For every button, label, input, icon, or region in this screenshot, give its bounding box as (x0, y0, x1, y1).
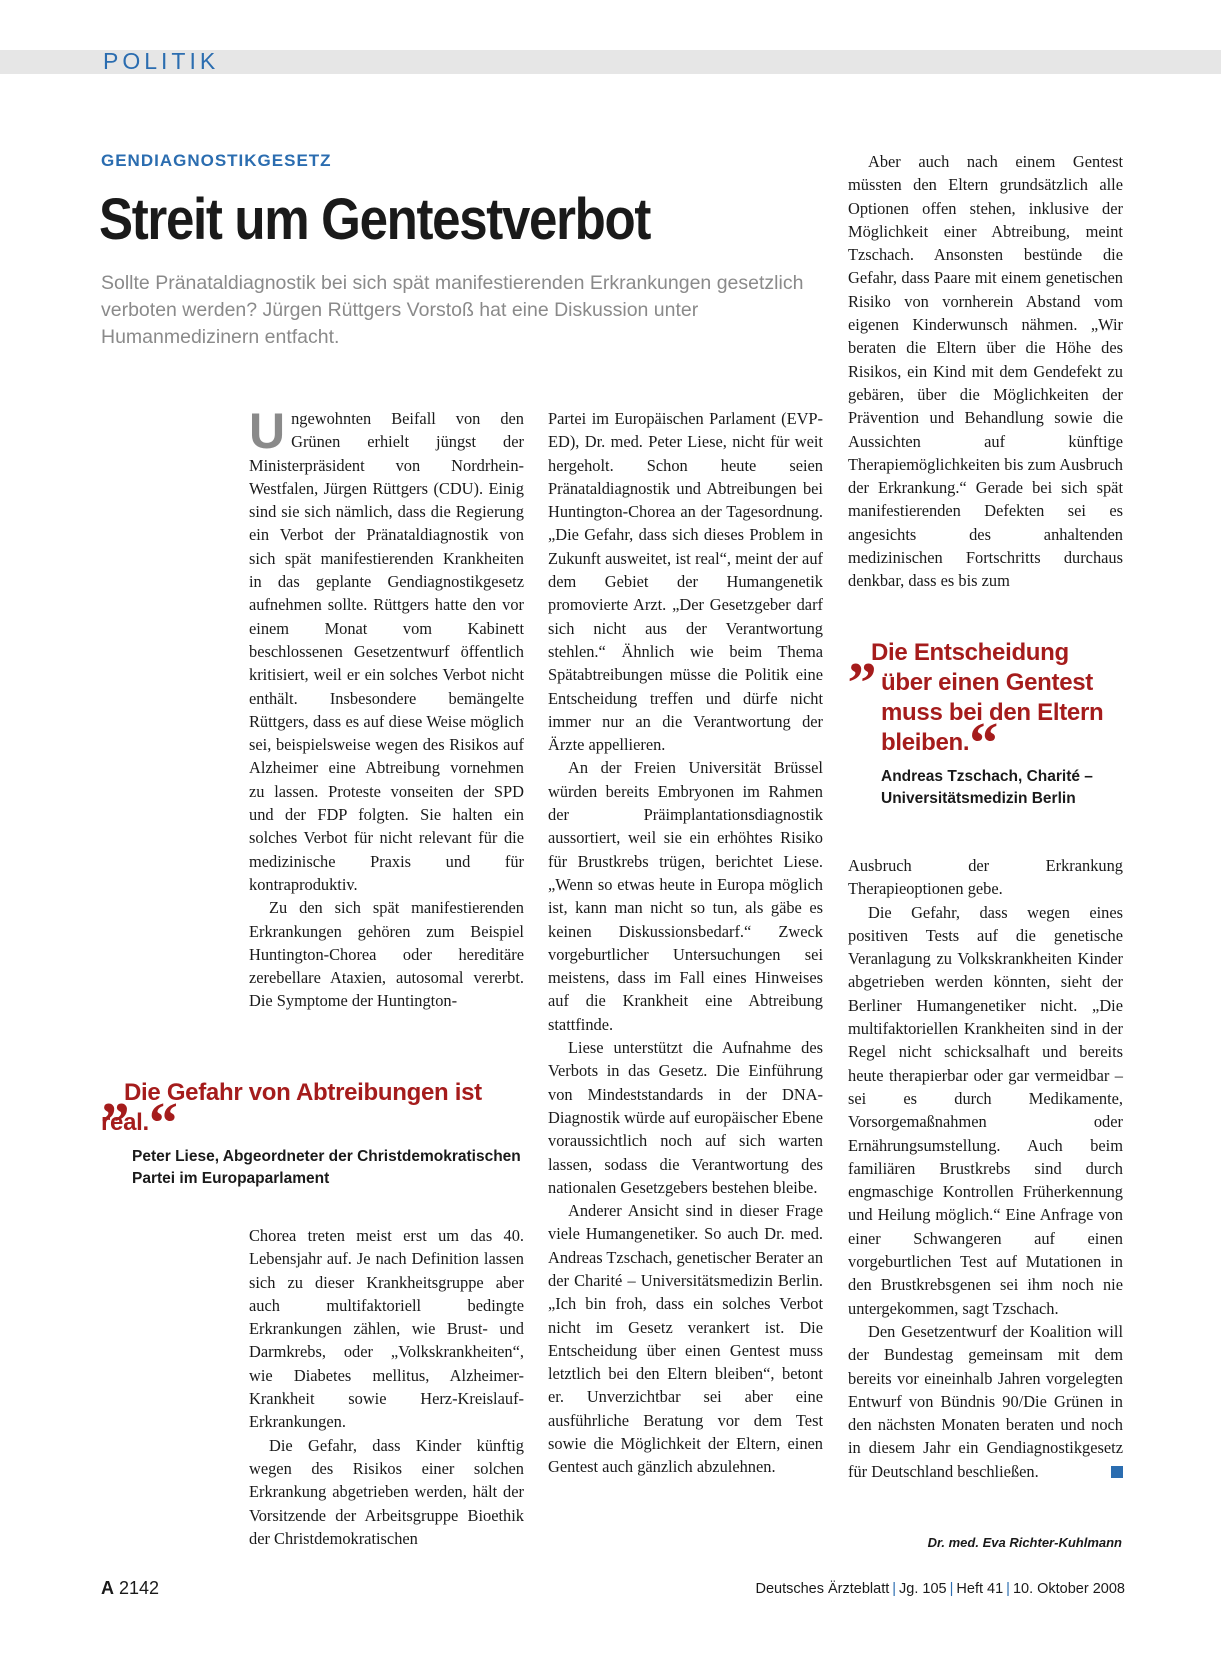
end-of-article-square (1111, 1466, 1123, 1478)
page-number: A 2142 (101, 1578, 160, 1598)
column-1-bottom (249, 1224, 524, 1550)
body-paragraph: Die Gefahr, dass Kinder künftig wegen des Risikos einer solchen Erkrankung abgetrieben werden, hält der Vorsitzende der Arbeitsgruppe Bioethik der Christdemokratischen (249, 1435, 524, 1548)
pull-quote-author: Andreas Tzschach, Charité – Universitätsmedizin Berlin (881, 768, 1093, 807)
lead-paragraph: Sollte Pränataldiagnostik bei sich spät manifestierenden Erkrankungen gesetzlich verboten werden? Jürgen Rüttgers Vorstoß hat eine Diskussion unter Humanmedizinern entfacht. (101, 272, 804, 348)
issue: Heft 41 (956, 1581, 1004, 1597)
body-paragraph: Anderer Ansicht sind in dieser Frage viele Humangenetiker. So auch Dr. med. Andreas Tzschach, genetischer Berater an der Charité – Universitätsmedizin Berlin. „Ich bin froh, dass ein solches Verbot nicht im Gesetz verankert ist. Die Entscheidung über einen Gentest muss letztlich bei den Eltern bleiben“, betont er. Unverzichtbar sei aber eine ausführliche Beratung vor dem Test sowie die Möglichkeit der Eltern, einen Gentest auch gänzlich abzulehnen. (548, 1201, 824, 1477)
closing-quote-mark: “ (969, 710, 993, 775)
column-1-top (249, 403, 524, 1013)
journal-name: Deutsches Ärzteblatt (755, 1581, 890, 1597)
pull-quote-liese (101, 1060, 531, 1190)
drop-cap: U (249, 403, 286, 459)
section-label: POLITIK (103, 48, 220, 74)
footer-separator: | (949, 1581, 954, 1597)
body-paragraph: Chorea treten meist erst um das 40. Lebensjahr auf. Je nach Definition lassen sich zu dieser Krankheitsgruppe aber auch multifaktoriell bedingte Erkrankungen zählen, wie Brust- und Darmkrebs, oder „Volkskrankheiten“, wie Diabetes mellitus, Alzheimer-Krankheit sowie Herz-Kreislauf-Erkrankungen. (249, 1226, 524, 1432)
pull-quote-author: Peter Liese, Abgeordneter der Christdemokratischen Partei im Europaparlament (132, 1148, 521, 1187)
pull-quote-tzschach (848, 620, 1123, 810)
body-paragraph: Ungewohnten Beifall von den Grünen erhielt jüngst der Ministerpräsident von Nordrhein-Westfalen, Jürgen Rüttgers (CDU). Einig sind sie sich nämlich, dass die Regierung ein Verbot der Pränataldiagnostik von sich spät manifestierenden Krankheiten in das geplante Gendiagnostikgesetz aufnehmen sollte. Rüttgers hatte den vor einem Monat vom Kabinett beschlossenen Gesetzentwurf öffentlich kritisiert, weil er ein solches Verbot nicht enthält. Insbesondere bemängelte Rüttgers, dass es auf diese Weise möglich sei, beispielsweise wegen des Risikos auf Alzheimer eine Abtreibung vornehmen zu lassen. Proteste vonseiten der SPD und der FDP folgten. Sie halten ein solches Verbot für nicht relevant für die medizinische Praxis und für kontraproduktiv. (249, 403, 524, 894)
footer-separator: | (892, 1581, 897, 1597)
headline: Streit um Gentestverbot (99, 187, 651, 252)
opening-quote-mark: „ (101, 1060, 124, 1125)
body-paragraph: Ausbruch der Erkrankung Therapieoptionen gebe. (848, 856, 1123, 899)
opening-quote-mark: „ (848, 620, 871, 685)
body-paragraph: Aber auch nach einem Gentest müssten den Eltern grundsätzlich alle Optionen offen stehen, inklusive der Möglichkeit einer Abtreibung, meint Tzschach. Ansonsten bestünde die Gefahr, dass Paare mit einem genetischen Risiko von vornherein Abstand vom eigenen Kinderwunsch nähmen. „Wir beraten die Eltern über die Höhe des Risikos, ein Kind mit dem Gendefekt zu gebären, über die Möglichkeiten der Prävention und Behandlung sowie die Aussichten auf künftige Therapiemöglichkeiten bis zum Ausbruch der Erkrankung.“ Gerade bei sich spät manifestierenden Defekten sei es angesichts des anhaltenden medizinischen Fortschritts durchaus denkbar, dass es bis zum (848, 152, 1123, 591)
pull-quote-text: „Die Gefahr von Abtreibungen ist real.“ (101, 1060, 482, 1155)
column-2 (548, 407, 823, 1479)
closing-quote-mark: “ (148, 1090, 172, 1155)
author-credit: Dr. med. Eva Richter-Kuhlmann (927, 1535, 1122, 1550)
issue-date: 10. Oktober 2008 (1012, 1581, 1125, 1597)
kicker: GENDIAGNOSTIKGESETZ (101, 151, 332, 170)
body-paragraph: Zu den sich spät manifestierenden Erkrankungen gehören zum Beispiel Huntington-Chorea oder hereditäre zerebellare Ataxien, autosomal vererbt. Die Symptome der Huntington- (249, 898, 524, 1011)
column-3-bottom (848, 854, 1123, 1483)
body-paragraph: Partei im Europäischen Parlament (EVP-ED), Dr. med. Peter Liese, nicht für weit hergeholt. Schon heute seien Pränataldiagnostik und Abtreibungen bei Huntington-Chorea an der Tagesordnung. „Die Gefahr, dass sich dieses Problem in Zukunft ausweitet, ist real“, meint der auf dem Gebiet der Humangenetik promovierte Arzt. „Der Gesetzgeber darf sich nicht aus der Verantwortung stehlen.“ Ähnlich wie beim Thema Spätabtreibungen müsse die Politik eine Entscheidung treffen und dürfe nicht immer nur an die Verantwortung der Ärzte appellieren. (548, 409, 823, 755)
column-3-top (848, 150, 1123, 593)
volume: Jg. 105 (899, 1581, 947, 1597)
body-paragraph: Liese unterstützt die Aufnahme des Verbots in das Gesetz. Die Einführung von Mindeststandards in der DNA-Diagnostik würde auf europäischer Ebene voraussichtlich noch auf sich warten lassen, sodass die Verantwortung des nationalen Gesetzgebers bestehen bleibe. (548, 1038, 823, 1197)
body-paragraph: An der Freien Universität Brüssel würden bereits Embryonen im Rahmen der Präimplantationsdiagnostik aussortiert, weil sie ein erhöhtes Risiko für Brustkrebs trügen, berichtet Liese. „Wenn so etwas heute in Europa möglich ist, kann man nicht so tun, als gäbe es keinen Diskussionsbedarf.“ Zweck vorgeburtlicher Untersuchungen sei meistens, dass im Fall eines Hinweises auf die Krankheit eine Abtreibung stattfinde. (548, 758, 823, 1034)
body-paragraph: Die Gefahr, dass wegen eines positiven Tests auf die genetische Veranlagung zu Volkskrankheiten Kinder abgetrieben werden könnten, sieht der Berliner Humangenetiker nicht. „Die multifaktoriellen Krankheiten sind in der Regel nicht schicksalhaft und bereits heute therapierbar oder gar vermeidbar – sei es durch Medikamente, Vorsorgemaßnahmen oder Ernährungsumstellung. Auch beim familiären Brustkrebs sind durch engmaschige Kontrollen Früherkennung und Heilung möglich.“ Eine Anfrage von einer Schwangeren auf einen vorgeburtlichen Test auf Mutationen in den Brustkrebsgenen sei ihm noch nie untergekommen, sagt Tzschach. (848, 902, 1123, 1318)
footer-journal-info (755, 1581, 1125, 1597)
body-paragraph: Den Gesetzentwurf der Koalition will der Bundestag gemeinsam mit dem bereits vor eineinhalb Jahren vorgelegten Entwurf von Bündnis 90/Die Grünen in den nächsten Monaten beraten und noch in diesem Jahr ein Gendiagnostikgesetz für Deutschland beschließen. (848, 1321, 1123, 1481)
footer-separator: | (1006, 1581, 1010, 1597)
pull-quote-text: „Die Entscheidung über einen Gentest muss bei den Eltern bleiben.“ (848, 620, 1104, 775)
